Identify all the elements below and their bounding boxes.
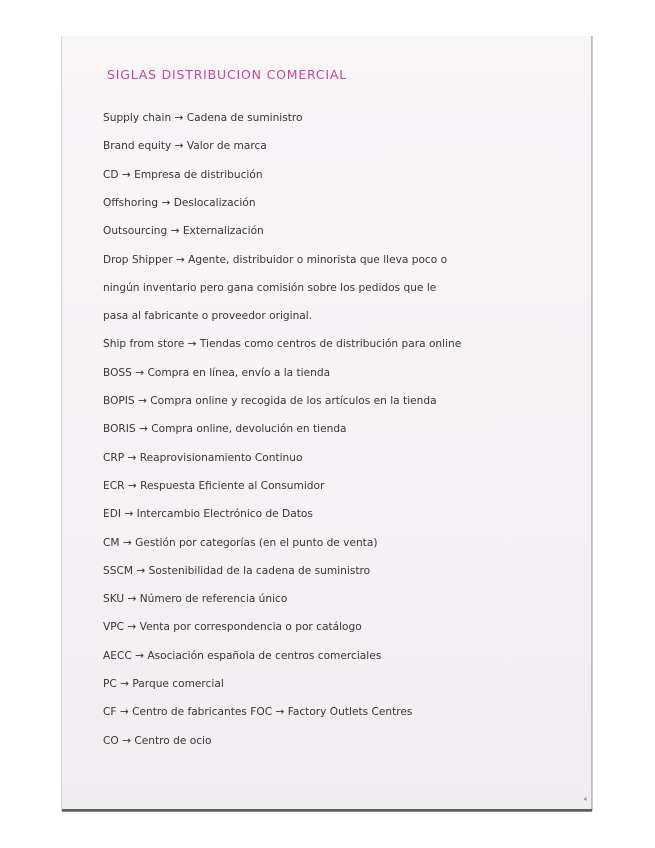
note-line: CF → Centro de fabricantes FOC → Factory Outlets Centres (103, 706, 413, 719)
note-line: SKU → Número de referencia único (103, 593, 288, 606)
note-line: PC → Parque comercial (103, 678, 224, 690)
note-line: ECR → Respuesta Eficiente al Consumidor (103, 479, 325, 492)
page-edge-right (591, 36, 592, 811)
notebook-page (62, 36, 592, 811)
note-line: Supply chain → Cadena de suministro (103, 112, 303, 124)
note-line: VPC → Venta por correspondencia o por catálogo (103, 621, 362, 634)
note-line: Drop Shipper → Agente, distribuidor o minorista que lleva poco o (103, 253, 448, 266)
note-line: AECC → Asociación española de centros comerciales (103, 649, 382, 662)
note-line: CD → Empresa de distribución (103, 168, 263, 181)
note-line: CO → Centro de ocio (103, 734, 212, 747)
note-line: pasa al fabricante o proveedor original. (103, 310, 313, 323)
note-line: ningún inventario pero gana comisión sobre los pedidos que le (103, 281, 437, 294)
page-title: SIGLAS DISTRIBUCION COMERCIAL (107, 67, 348, 82)
note-line: BORIS → Compra online, devolución en tienda (103, 423, 347, 436)
note-line: CRP → Reaprovisionamiento Continuo (103, 451, 303, 464)
note-line: Outsourcing → Externalización (103, 225, 264, 238)
note-line: BOPIS → Compra online y recogida de los artículos en la tienda (103, 395, 437, 407)
note-line: Offshoring → Deslocalización (103, 196, 256, 209)
page-edge-bottom (62, 809, 592, 811)
note-line: CM → Gestión por categorías (en el punto de venta) (103, 536, 378, 549)
note-line: SSCM → Sostenibilidad de la cadena de suministro (103, 564, 371, 577)
page-number: 4 (583, 797, 587, 803)
note-line: BOSS → Compra en línea, envío a la tienda (103, 366, 331, 379)
note-line: Brand equity → Valor de marca (103, 140, 267, 153)
note-line: EDI → Intercambio Electrónico de Datos (103, 508, 313, 521)
note-line: Ship from store → Tiendas como centros de distribución para online (103, 338, 462, 351)
